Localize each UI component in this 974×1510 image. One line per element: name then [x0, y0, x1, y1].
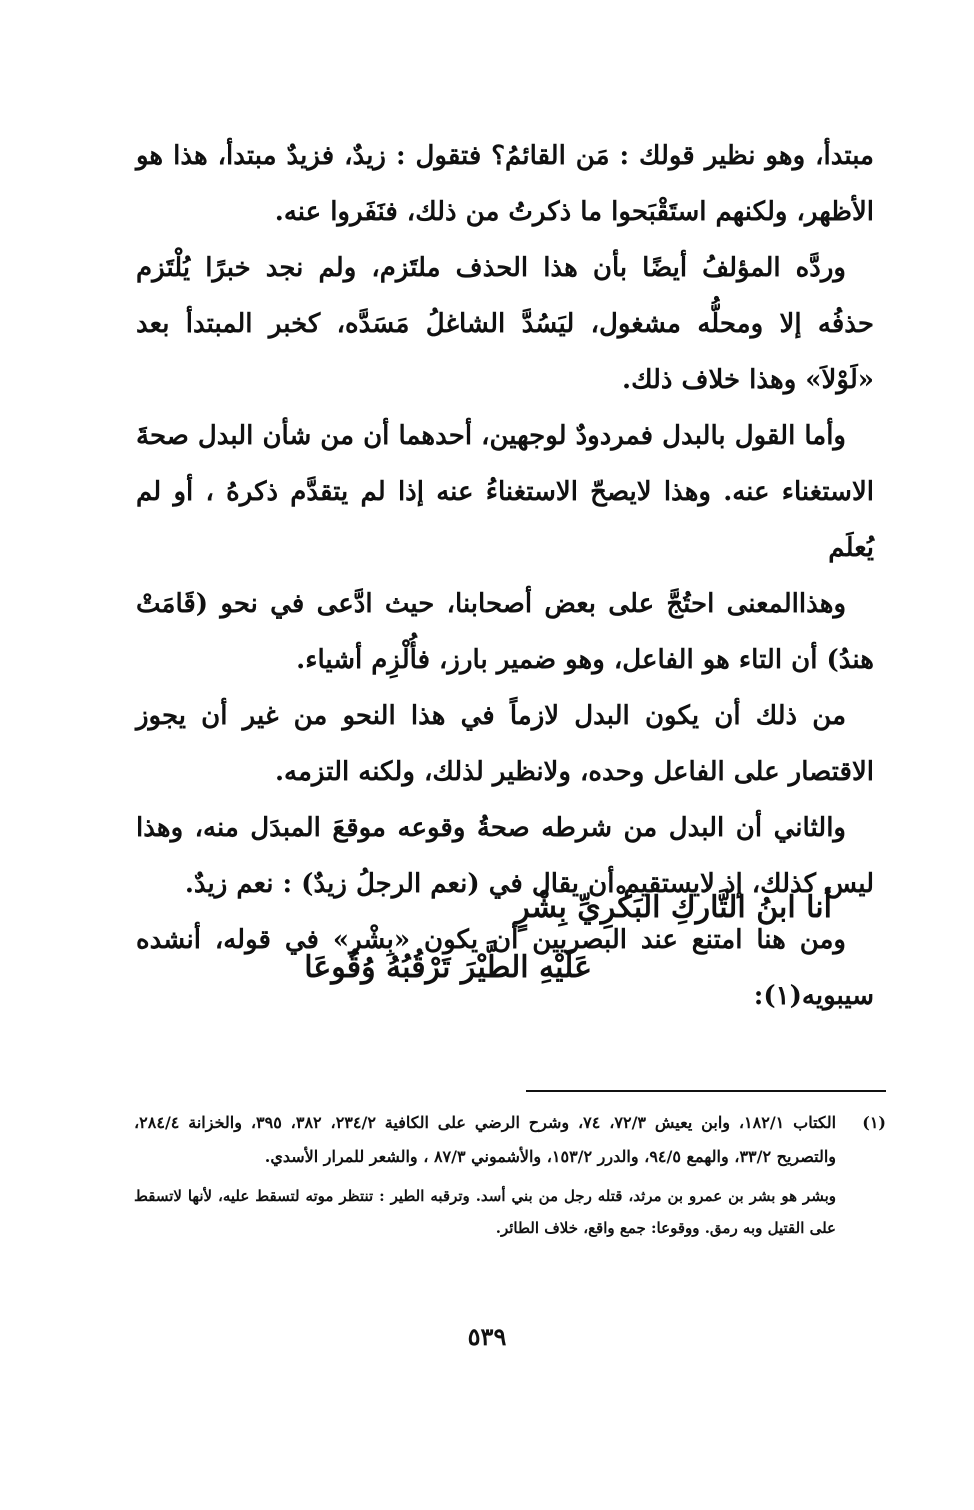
footnote-row	[134, 1106, 886, 1174]
paragraph: والثاني أن البدل من شرطه صحةُ وقوعه موقعَ المبدَل منه، وهذا ليس كذلك، إذ لايستقيم أن يقال في (نعم الرجلُ زيدٌ) : نعم زيدٌ.	[136, 813, 874, 899]
paragraph: ومن هنا امتنع عند البصريين أن يكون «بِشْر» في قوله، أنشده سيبويه(١):	[136, 925, 874, 1011]
footnote-text: الكتاب ١٨٢/١، وابن يعيش ٧٢/٣، ٧٤، وشرح الرضي على الكافية ٢٣٤/٢، ٣٨٢، ٣٩٥، والخزانة ٢٨٤/٤، والتصريح ٣٣/٢، والهمع ٩٤/٥، والدرر ١٥٣/٢، والأشموني ٨٧/٣ ، والشعر للمرار الأسدي.	[134, 1113, 837, 1166]
footnotes	[134, 1106, 886, 1244]
paragraph: وردَّه المؤلفُ أيضًا بأن هذا الحذف ملتَزم، ولم نجد خبرًا يُلْتَزم حذفُه إلا ومحلُّه مشغول، ليَسُدَّ الشاغلُ مَسَدَّه، كخبر المبتدأ بعد «لَوْلاَ» وهذا خلاف ذلك.	[136, 253, 874, 395]
footnote-number: (١)	[862, 1113, 886, 1132]
poem-verse-second-hemistich: عَلَيْهِ الطَّيْرَ تَرْقُبُهُ وُقُوعَا	[304, 950, 592, 985]
footnote-separator	[526, 1090, 886, 1092]
paragraph: من ذلك أن يكون البدل لازماً في هذا النحو من غير أن يجوز الاقتصار على الفاعل وحده، ولانظير لذلك، ولكنه التزمه.	[136, 701, 874, 787]
paragraph: مبتدأ، وهو نظير قولك : مَن القائمُ؟ فتقول : زيدٌ، فزيدٌ مبتدأ، هذا هو الأظهر، ولكنهم استَقْبَحوا ما ذكرتُ من ذلك، فنَفَروا عنه.	[136, 141, 874, 227]
footnote-note: وبشر هو بشر بن عمرو بن مرثد، قتله رجل من بني أسد. وترقبه الطير : تنتظر موته لتسقط عليه، لأنها لاتسقط على القتيل وبه رمق. ووقوعا: جمع واقع، خلاف الطائر.	[134, 1187, 836, 1237]
poem-verse-first-hemistich: أنا ابنُ التَّاركِ البَكْرِيِّ بِشْرٍ	[515, 890, 832, 925]
page-number: ٥٣٩	[467, 1322, 507, 1351]
paragraph: وهذاالمعنى احتُجَّ على بعض أصحابنا، حيث ادَّعى في نحو (قَامَتْ هندُ) أن التاء هو الفاعل، وهو ضمير بارز، فأُلْزِم أشياء.	[136, 589, 874, 675]
paragraph: وأما القول بالبدل فمردودٌ لوجهين، أحدهما أن من شأن البدل صحةَ الاستغناء عنه. وهذا لايصحّ الاستغناءُ عنه إذا لم يتقدَّم ذكرهُ ، أو لم يُعلَم	[136, 421, 874, 563]
